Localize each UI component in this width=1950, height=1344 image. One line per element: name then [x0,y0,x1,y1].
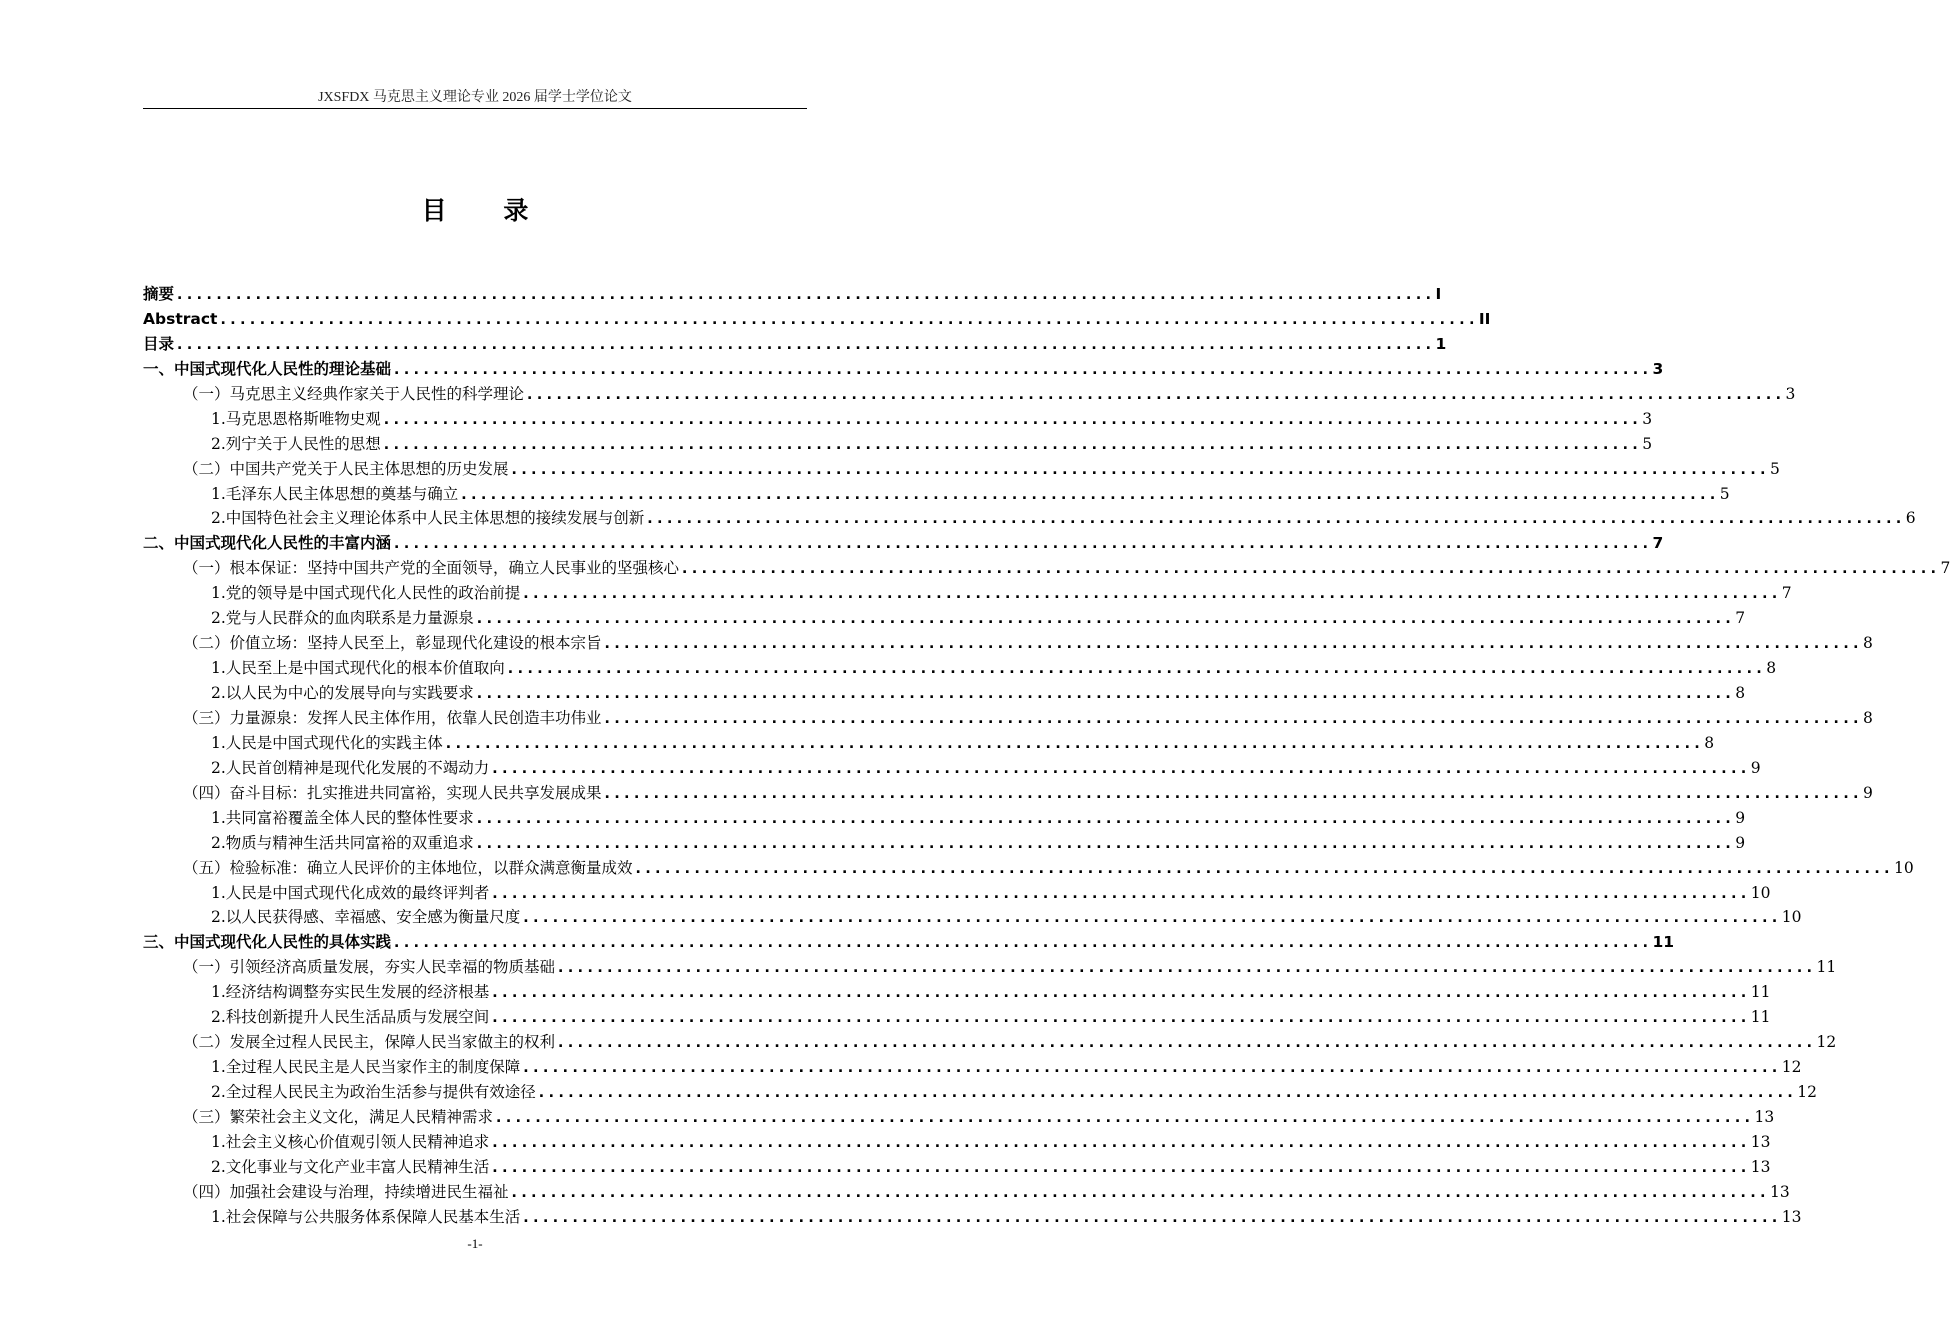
toc-entry-title: （二）中国共产党关于人民主体思想的历史发展 [183,459,509,478]
table-of-contents [143,282,1950,1230]
page-number: -1- [467,1236,483,1251]
toc-entry-title: 2.文化事业与文化产业丰富人民精神生活 [211,1157,490,1176]
toc-dot-leader [556,955,1814,980]
toc-entry-page: 13 [1781,1207,1802,1226]
toc-entry-title: 2.人民首创精神是现代化发展的不竭动力 [211,758,490,777]
toc-entry-title: 1.全过程人民民主是人民当家作主的制度保障 [211,1058,521,1077]
toc-entry[interactable] [143,407,1653,432]
toc-dot-leader [603,631,1861,656]
toc-entry[interactable] [143,581,1792,606]
toc-entry-page: II [1478,309,1491,328]
toc-dot-leader [392,531,1650,556]
toc-entry-title: 2.党与人民群众的血肉联系是力量源泉 [211,609,474,628]
toc-dot-leader [490,756,1748,781]
toc-dot-leader [603,706,1861,731]
toc-entry-page: 3 [1642,409,1653,428]
toc-entry-title: 1.人民是中国式现代化的实践主体 [211,733,443,752]
toc-entry[interactable] [143,556,1950,581]
toc-entry-title: （五）检验标准：确立人民评价的主体地位，以群众满意衡量成效 [183,858,633,877]
toc-dot-leader [475,831,1733,856]
toc-dot-leader [490,1005,1748,1030]
toc-entry-page: 13 [1754,1107,1775,1126]
toc-entry-page: 7 [1781,584,1792,603]
toc-entry-page: 11 [1750,1008,1771,1027]
toc-entry-page: 10 [1781,908,1802,927]
toc-entry[interactable] [143,856,1914,881]
toc-entry-page: 12 [1797,1083,1817,1101]
toc-dot-leader [490,1130,1748,1155]
toc-entry[interactable] [143,282,1442,307]
toc-entry[interactable] [143,831,1746,856]
toc-dot-leader [392,930,1650,955]
toc-entry-title: （一）马克思主义经典作家关于人民性的科学理论 [183,384,525,403]
toc-entry[interactable] [143,706,1873,731]
toc-entry-title: （三）繁荣社会主义文化，满足人民精神需求 [183,1107,494,1126]
toc-entry[interactable] [143,382,1796,407]
toc-entry[interactable] [143,1080,1817,1105]
toc-dot-leader [506,656,1764,681]
toc-entry-page: 8 [1862,708,1873,727]
toc-entry-page: 11 [1816,958,1837,977]
toc-entry-title: 1.毛泽东人民主体思想的奠基与确立 [211,484,459,503]
toc-entry-page: 3 [1785,384,1796,403]
toc-entry-title: 二、中国式现代化人民性的丰富内涵 [143,534,392,553]
toc-dot-leader [510,1180,1768,1205]
toc-entry-page: 13 [1750,1157,1771,1176]
toc-dot-leader [521,1055,1779,1080]
toc-entry-page: I [1435,285,1442,303]
toc-dot-leader [521,581,1779,606]
toc-entry-title: 2.物质与精神生活共同富裕的双重追求 [211,833,474,852]
toc-dot-leader [490,1155,1748,1180]
toc-dot-leader [175,332,1433,357]
toc-entry[interactable] [143,482,1730,507]
toc-dot-leader [475,681,1733,706]
toc-entry-title: （三）力量源泉：发挥人民主体作用，依靠人民创造丰功伟业 [183,708,602,727]
toc-entry[interactable] [143,1055,1802,1080]
toc-dot-leader [603,781,1861,806]
page-title: 目 录 [421,196,553,225]
toc-entry[interactable] [143,1105,1775,1130]
toc-entry-title: 1.社会保障与公共服务体系保障人民基本生活 [211,1207,521,1226]
toc-entry[interactable] [143,457,1780,482]
toc-dot-leader [490,881,1748,906]
toc-entry[interactable] [143,1180,1790,1205]
toc-dot-leader [525,382,1783,407]
toc-entry-page: 5 [1642,434,1653,453]
toc-entry-title: （一）引领经济高质量发展，夯实人民幸福的物质基础 [183,958,556,977]
toc-entry-title: （四）奋斗目标：扎实推进共同富裕，实现人民共享发展成果 [183,783,602,802]
toc-entry-title: 2.科技创新提升人民生活品质与发展空间 [211,1008,490,1027]
toc-entry[interactable] [143,806,1746,831]
toc-entry-page: 13 [1750,1132,1771,1151]
toc-entry[interactable] [143,506,1916,531]
toc-entry-title: 1.社会主义核心价值观引领人民精神追求 [211,1132,490,1151]
toc-entry[interactable] [143,905,1802,930]
toc-entry-page: 7 [1735,609,1746,628]
toc-entry-title: 三、中国式现代化人民性的具体实践 [143,933,392,952]
toc-entry-title: 2.列宁关于人民性的思想 [211,434,381,453]
toc-entry[interactable] [143,1205,1802,1230]
toc-dot-leader [494,1105,1752,1130]
toc-entry[interactable] [143,357,1664,382]
toc-entry-page: 12 [1781,1058,1802,1077]
toc-entry-title: （一）根本保证：坚持中国共产党的全面领导，确立人民事业的坚强核心 [183,559,680,578]
toc-entry[interactable] [143,955,1837,980]
toc-entry[interactable] [143,631,1873,656]
toc-entry-page: 8 [1766,659,1777,678]
toc-entry-page: 13 [1769,1182,1790,1201]
toc-entry-title: 目录 [143,334,175,353]
toc-entry[interactable] [143,980,1771,1005]
toc-entry-page: 6 [1905,509,1916,528]
toc-entry-page: 8 [1735,684,1746,702]
toc-dot-leader [645,506,1903,531]
toc-dot-leader [556,1030,1814,1055]
toc-dot-leader [537,1080,1795,1105]
toc-entry-page: 9 [1735,833,1746,852]
toc-entry[interactable] [143,930,1675,955]
toc-dot-leader [218,307,1476,332]
toc-entry-title: （二）发展全过程人民民主，保障人民当家做主的权利 [183,1033,556,1052]
toc-entry-page: 9 [1862,783,1873,802]
toc-entry-page: 10 [1893,858,1914,877]
toc-dot-leader [382,407,1640,432]
toc-entry-title: 1.共同富裕覆盖全体人民的整体性要求 [211,808,474,827]
toc-entry[interactable] [143,606,1746,631]
toc-entry-title: 1.党的领导是中国式现代化人民性的政治前提 [211,584,521,603]
toc-entry[interactable] [143,1130,1771,1155]
toc-entry-page: 7 [1940,559,1950,578]
toc-dot-leader [175,282,1433,307]
toc-entry-page: 10 [1750,883,1771,902]
toc-dot-leader [521,1205,1779,1230]
toc-entry-page: 5 [1719,484,1730,503]
toc-entry-title: 2.中国特色社会主义理论体系中人民主体思想的接续发展与创新 [211,509,645,528]
toc-entry[interactable] [143,1030,1837,1055]
toc-entry[interactable] [143,531,1664,556]
toc-entry[interactable] [143,756,1761,781]
toc-entry-page: 8 [1704,733,1715,752]
toc-entry[interactable] [143,681,1746,706]
toc-dot-leader [680,556,1938,581]
toc-entry-title: 1.马克思恩格斯唯物史观 [211,409,381,428]
toc-entry-title: Abstract [143,309,218,328]
toc-entry[interactable] [143,731,1715,756]
toc-entry-page: 3 [1652,359,1664,378]
toc-entry[interactable] [143,881,1771,906]
toc-dot-leader [475,606,1733,631]
toc-dot-leader [490,980,1748,1005]
toc-dot-leader [444,731,1702,756]
toc-entry-title: 一、中国式现代化人民性的理论基础 [143,359,392,378]
toc-entry-title: 2.全过程人民民主为政治生活参与提供有效途径 [211,1083,536,1101]
running-header: JXSFDX 马克思主义理论专业 2026 届学士学位论文 [318,90,632,105]
toc-entry-title: 1.人民是中国式现代化成效的最终评判者 [211,883,490,902]
toc-dot-leader [459,482,1717,507]
toc-entry[interactable] [143,656,1777,681]
toc-entry[interactable] [143,781,1873,806]
toc-entry-title: 2.以人民获得感、幸福感、安全感为衡量尺度 [211,908,521,927]
toc-entry-title: （二）价值立场：坚持人民至上，彰显现代化建设的根本宗旨 [183,634,602,653]
toc-entry-page: 9 [1750,758,1761,777]
toc-entry[interactable] [143,1005,1771,1030]
toc-entry[interactable] [143,332,1447,357]
toc-dot-leader [382,432,1640,457]
toc-dot-leader [392,357,1650,382]
toc-entry-title: 2.以人民为中心的发展导向与实践要求 [211,684,474,702]
toc-entry[interactable] [143,1155,1771,1180]
header-divider [143,108,807,109]
toc-entry-page: 11 [1750,983,1771,1002]
toc-entry-title: 1.经济结构调整夯实民生发展的经济根基 [211,983,490,1002]
toc-entry-page: 7 [1652,534,1664,553]
toc-entry-page: 12 [1816,1033,1837,1052]
toc-entry-title: （四）加强社会建设与治理，持续增进民生福祉 [183,1182,509,1201]
toc-dot-leader [634,856,1892,881]
toc-dot-leader [510,457,1768,482]
toc-entry-page: 5 [1769,459,1780,478]
toc-entry-page: 9 [1735,808,1746,827]
toc-entry-title: 1.人民至上是中国式现代化的根本价值取向 [211,659,505,678]
toc-dot-leader [521,905,1779,930]
toc-entry-title: 摘要 [143,285,175,303]
toc-entry-page: 11 [1652,933,1675,952]
toc-entry[interactable] [143,432,1653,457]
toc-entry-page: 8 [1862,634,1873,653]
toc-dot-leader [475,806,1733,831]
toc-entry[interactable] [143,307,1491,332]
toc-entry-page: 1 [1435,334,1447,353]
